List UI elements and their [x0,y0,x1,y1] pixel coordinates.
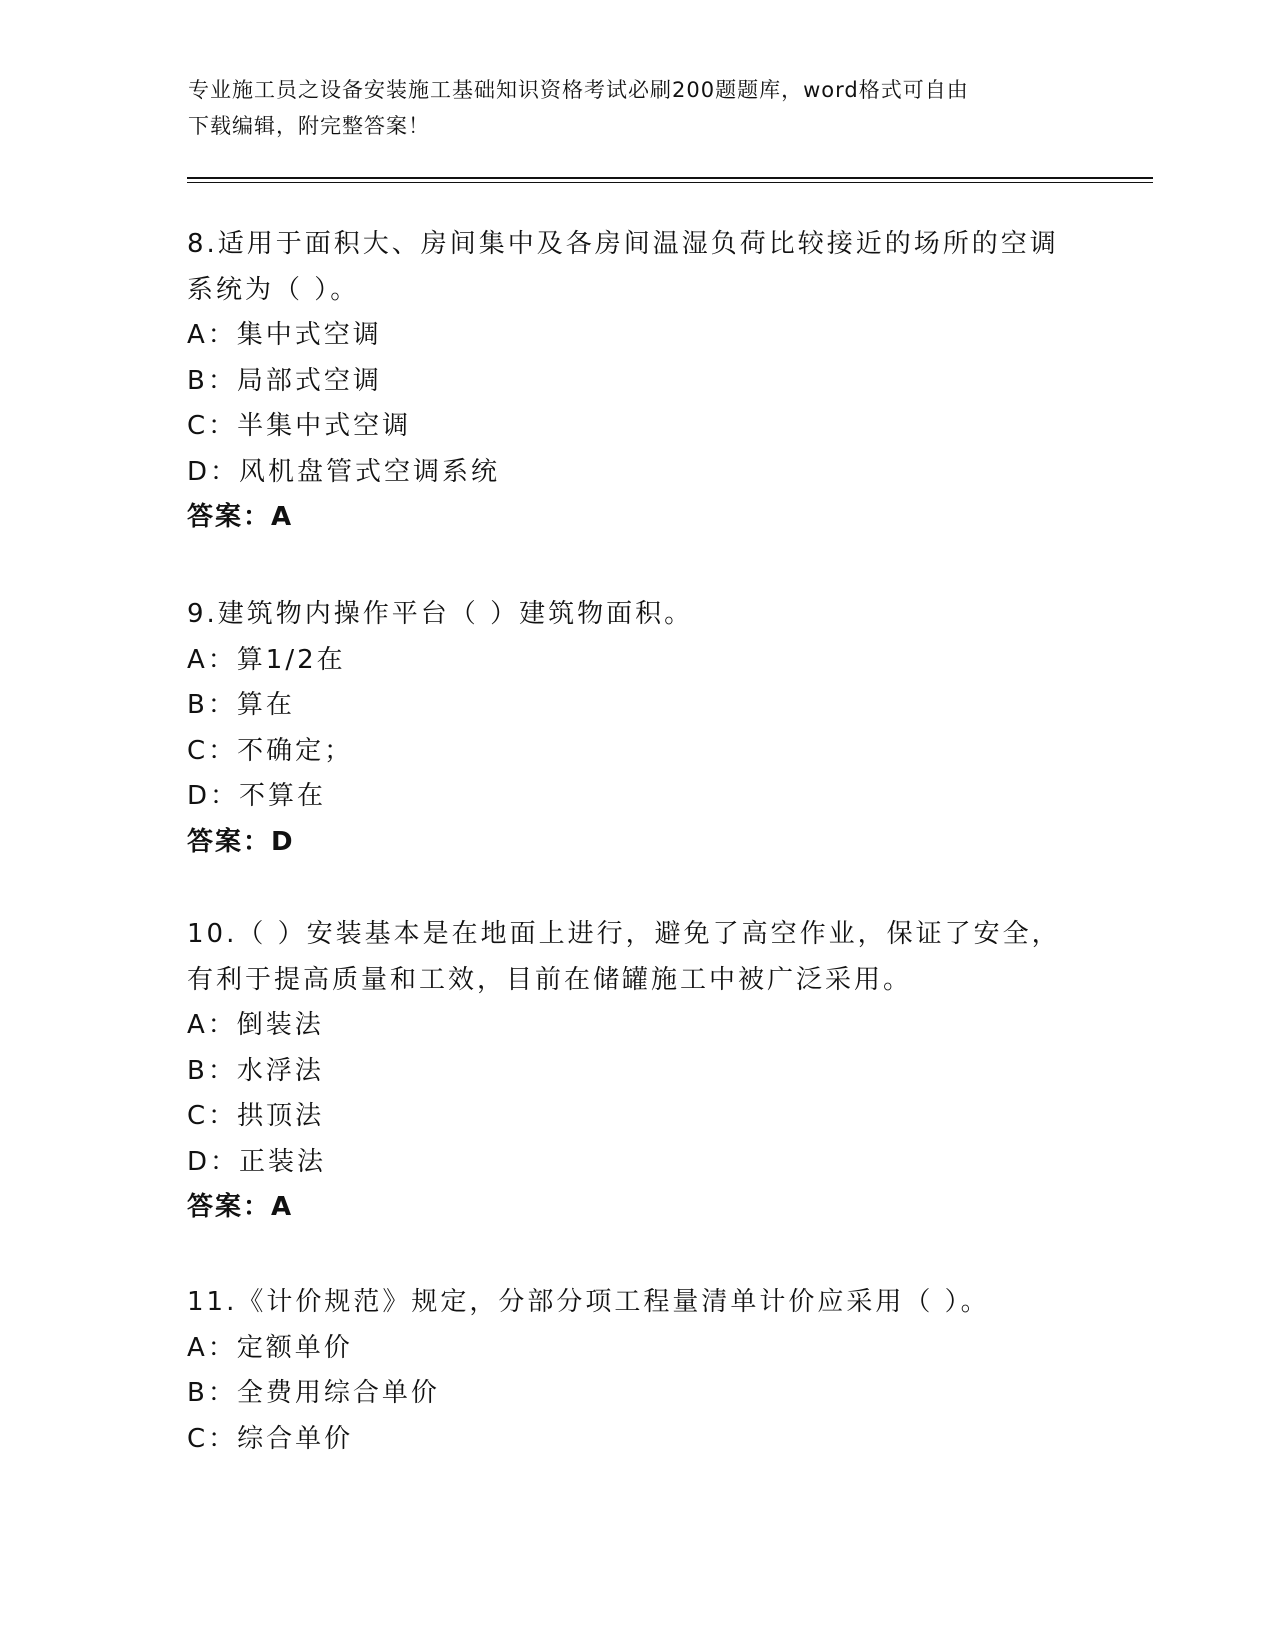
answer-line: 答案：A [187,1192,294,1222]
option-d: D：风机盘管式空调系统 [187,456,501,487]
header-divider-thick [187,177,1153,179]
question-8 [187,222,1107,541]
option-a: A：算1/2在 [187,644,346,675]
option-d: D：正装法 [187,1146,327,1177]
header-line-1: 专业施工员之设备安装施工基础知识资格考试必刷200题题库，word格式可自由 [188,78,969,102]
question-11 [187,1280,1107,1462]
option-c: C：不确定； [187,735,354,766]
option-a: A：定额单价 [187,1332,353,1363]
option-b: B：算在 [187,690,295,720]
question-10 [187,912,1107,1231]
option-c: C：半集中式空调 [187,411,412,441]
question-stem-line: 10.（ ）安装基本是在地面上进行，避免了高空作业，保证了安全， [187,919,1061,949]
option-c: C：综合单价 [187,1423,354,1454]
option-a: A：倒装法 [187,1010,324,1040]
header-divider-thin [187,182,1153,183]
question-stem-line: 8.适用于面积大、房间集中及各房间温湿负荷比较接近的场所的空调 [187,229,1059,259]
question-stem-line: 有利于提高质量和工效，目前在储罐施工中被广泛采用。 [187,964,913,995]
option-b: B：局部式空调 [187,365,382,396]
question-9 [187,592,1107,865]
question-stem-line: 系统为（ ）。 [187,274,360,305]
option-d: D：不算在 [187,781,327,811]
question-stem-line: 9.建筑物内操作平台（ ）建筑物面积。 [187,599,694,629]
document-header [188,72,1088,144]
answer-line: 答案：D [187,826,295,857]
option-a: A：集中式空调 [187,320,382,350]
question-stem-line: 11.《计价规范》规定，分部分项工程量清单计价应采用（ ）。 [187,1287,990,1317]
header-line-2: 下载编辑，附完整答案！ [188,114,430,138]
option-b: B：全费用综合单价 [187,1378,440,1408]
option-b: B：水浮法 [187,1055,324,1086]
option-c: C：拱顶法 [187,1101,325,1131]
answer-line: 答案：A [187,502,294,532]
